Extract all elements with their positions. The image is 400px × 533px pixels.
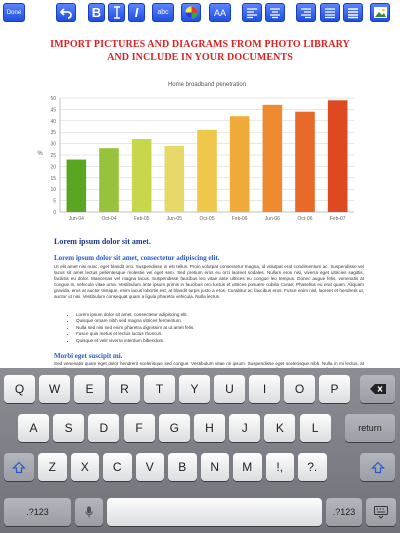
x-tick-label: Jun-05 [166, 216, 182, 222]
doc-heading-line2: AND INCLUDE IN YOUR DOCUMENTS [107, 52, 293, 63]
return-label: return [358, 423, 382, 433]
text-style-label: AA [213, 7, 226, 18]
key-b[interactable]: B [168, 453, 197, 481]
bullet-item: • Fusce quis metus et lectus luctus rhoncus. [76, 331, 356, 337]
italic-icon: I [134, 5, 139, 20]
key-q[interactable]: Q [4, 375, 35, 403]
key-c[interactable]: C [103, 453, 132, 481]
key-i[interactable]: I [249, 375, 280, 403]
key-z[interactable]: Z [38, 453, 67, 481]
subheading-1: Lorem ipsum dolor sit amet, consectetur adipiscing elit. [54, 254, 220, 262]
shift-key-right[interactable] [360, 453, 395, 481]
key-k[interactable]: K [264, 414, 295, 442]
x-tick-label: Oct-05 [199, 216, 215, 222]
bar [67, 160, 87, 212]
insert-image-button[interactable] [370, 3, 390, 22]
y-tick-label: 0 [53, 210, 56, 216]
key-l[interactable]: L [300, 414, 331, 442]
align-center-button[interactable] [265, 3, 285, 22]
justify-icon [324, 8, 336, 18]
list-button[interactable] [343, 3, 363, 22]
chart-title: Home broadband penetration [167, 82, 247, 88]
y-tick-label: 45 [50, 107, 56, 114]
key-v[interactable]: V [136, 453, 165, 481]
bar [230, 116, 250, 212]
align-left-icon [246, 8, 258, 18]
numbers-label-left: .?123 [26, 507, 49, 517]
image-icon [374, 7, 387, 18]
bar [165, 146, 185, 212]
x-tick-label: Oct-04 [101, 216, 117, 222]
font-label: abc [157, 9, 169, 16]
key-o[interactable]: O [284, 375, 315, 403]
undo-icon [60, 8, 72, 18]
bar [99, 148, 119, 212]
done-label: Done [6, 9, 22, 16]
dictation-key[interactable] [75, 498, 103, 526]
key-a[interactable]: A [18, 414, 49, 442]
microphone-icon [85, 506, 93, 518]
key-u[interactable]: U [214, 375, 245, 403]
x-tick-label: Jun-04 [68, 216, 84, 222]
space-bar[interactable] [107, 498, 322, 526]
numbers-label-right: .?123 [332, 507, 356, 517]
bar [132, 139, 152, 212]
bold-button[interactable] [88, 3, 105, 22]
bullet-item: • Quisque ornare nibh sed magna ultrices fermentum. [76, 318, 356, 324]
numbers-key-right[interactable] [326, 498, 362, 526]
doc-heading-line1: IMPORT PICTURES AND DIAGRAMS FROM PHOTO LIBRARY [50, 39, 350, 50]
key-w[interactable]: W [39, 375, 70, 403]
section-title: Lorem ipsum dolor sit amet. [54, 237, 151, 246]
key-r[interactable]: R [109, 375, 140, 403]
x-tick-label: Feb-06 [231, 216, 248, 222]
color-palette-icon [185, 6, 198, 19]
y-tick-label: 35 [50, 130, 56, 137]
key-g[interactable]: G [159, 414, 190, 442]
bar [295, 112, 315, 212]
list-icon [347, 8, 359, 18]
align-center-icon [269, 8, 281, 18]
paragraph-2: Sed venenatis quam eget dolor hendrerit scelerisque sed congue. Vestibulum vitae mi ipsum. Suspendisse eget scelerisque nibh. Nulla in mi lectus, at [54, 361, 364, 366]
broadband-bar-chart [28, 76, 368, 226]
key-punct[interactable]: ?. [298, 453, 327, 481]
key-h[interactable]: H [194, 414, 225, 442]
backspace-key[interactable] [360, 375, 395, 403]
bullet-item: • Quisque et velit viverra interdum bibendum. [76, 338, 356, 344]
undo-button[interactable] [56, 3, 76, 22]
bar [328, 100, 348, 212]
shift-arrow-icon [372, 462, 384, 473]
key-e[interactable]: E [74, 375, 105, 403]
y-tick-label: 30 [50, 141, 56, 148]
y-tick-label: 50 [50, 96, 56, 102]
bullet-item: • Lorem ipsum dolor sit amet, consectetur adipiscing elit. [76, 312, 356, 318]
key-d[interactable]: D [88, 414, 119, 442]
align-left-button[interactable] [242, 3, 262, 22]
text-cursor-button[interactable] [108, 3, 125, 22]
x-tick-label: Feb-05 [133, 216, 150, 222]
formatting-toolbar [0, 0, 400, 26]
key-m[interactable]: M [233, 453, 262, 481]
on-screen-keyboard [0, 368, 400, 533]
text-style-button[interactable] [209, 3, 231, 22]
y-tick-label: 25 [50, 153, 56, 159]
paragraph-1: Ut elit amet nisi nunc, eget blandit orci. Suspendisse in est tellus. Proin volutpat consectetur magna, id volutpat erat condimentum ac. Suspendisse vel lacus sit amet lectus pellentesque molestie vel eget sem. Sed pretium eros eu orci laoreet sodales. Nullam eros nisi, viverra eget ultricies sagittis, facilisis eu dolor. Maecenas vel magna lacus. Suspendisse faucibus leo vitae ante ultrices eu congue leo tempus. Donec augue felis, venenatis at congue in, vehicula vitae urna. Vestibulum ante ipsum primis in faucibus orci luctus et ultrices posuere cubilia Curae; Phasellus eu erat quam. Aliquam gravida, eros at auctor tristique, enim lacus lobortis est, at blandit turpis justo a eros. Curabitur ac faucibus eros. Fusce enim nisl, laoreet et hendrerit ut, auctor ut nisi. Vestibulum consequat quam a ligula pharetra vehicula. Nulla lectus. [54, 264, 364, 299]
text-cursor-icon [113, 6, 121, 19]
align-right-icon [300, 8, 312, 18]
y-tick-label: 5 [53, 198, 56, 205]
key-y[interactable]: Y [179, 375, 210, 403]
bullet-item: • Nulla sed nisi sed enim pharetra dignissim at ut amet felis. [76, 325, 356, 331]
y-tick-label: 15 [50, 175, 56, 182]
color-button[interactable] [181, 3, 201, 22]
font-button[interactable] [152, 3, 174, 22]
key-f[interactable]: F [124, 414, 155, 442]
italic-button[interactable] [128, 3, 145, 22]
bold-icon: B [91, 5, 102, 20]
key-n[interactable]: N [201, 453, 230, 481]
subheading-2: Morbi eget suscipit mi. [54, 352, 123, 360]
bullet-list [66, 312, 356, 344]
keyboard-hide-icon [374, 506, 388, 519]
shift-key-left[interactable] [4, 453, 34, 481]
backspace-icon [370, 384, 386, 394]
y-axis-label: % [37, 151, 43, 157]
key-j[interactable]: J [229, 414, 260, 442]
x-tick-label: Jun-06 [264, 216, 280, 222]
x-tick-label: Feb-07 [329, 216, 346, 222]
justify-button[interactable] [320, 3, 340, 22]
y-tick-label: 40 [50, 118, 56, 125]
key-s[interactable]: S [53, 414, 84, 442]
done-button[interactable] [3, 3, 25, 22]
y-tick-label: 10 [50, 187, 56, 194]
key-p[interactable]: P [319, 375, 350, 403]
key-t[interactable]: T [144, 375, 175, 403]
x-tick-label: Oct-06 [297, 216, 313, 222]
shift-arrow-icon [13, 462, 25, 473]
document-canvas[interactable] [0, 26, 400, 368]
return-key[interactable] [345, 414, 395, 442]
align-right-button[interactable] [296, 3, 316, 22]
bar [197, 130, 217, 212]
key-punct[interactable]: !, [266, 453, 295, 481]
key-x[interactable]: X [71, 453, 100, 481]
hide-keyboard-key[interactable] [366, 498, 396, 526]
y-tick-label: 20 [50, 164, 56, 171]
numbers-key-left[interactable] [4, 498, 71, 526]
bar [263, 105, 283, 212]
